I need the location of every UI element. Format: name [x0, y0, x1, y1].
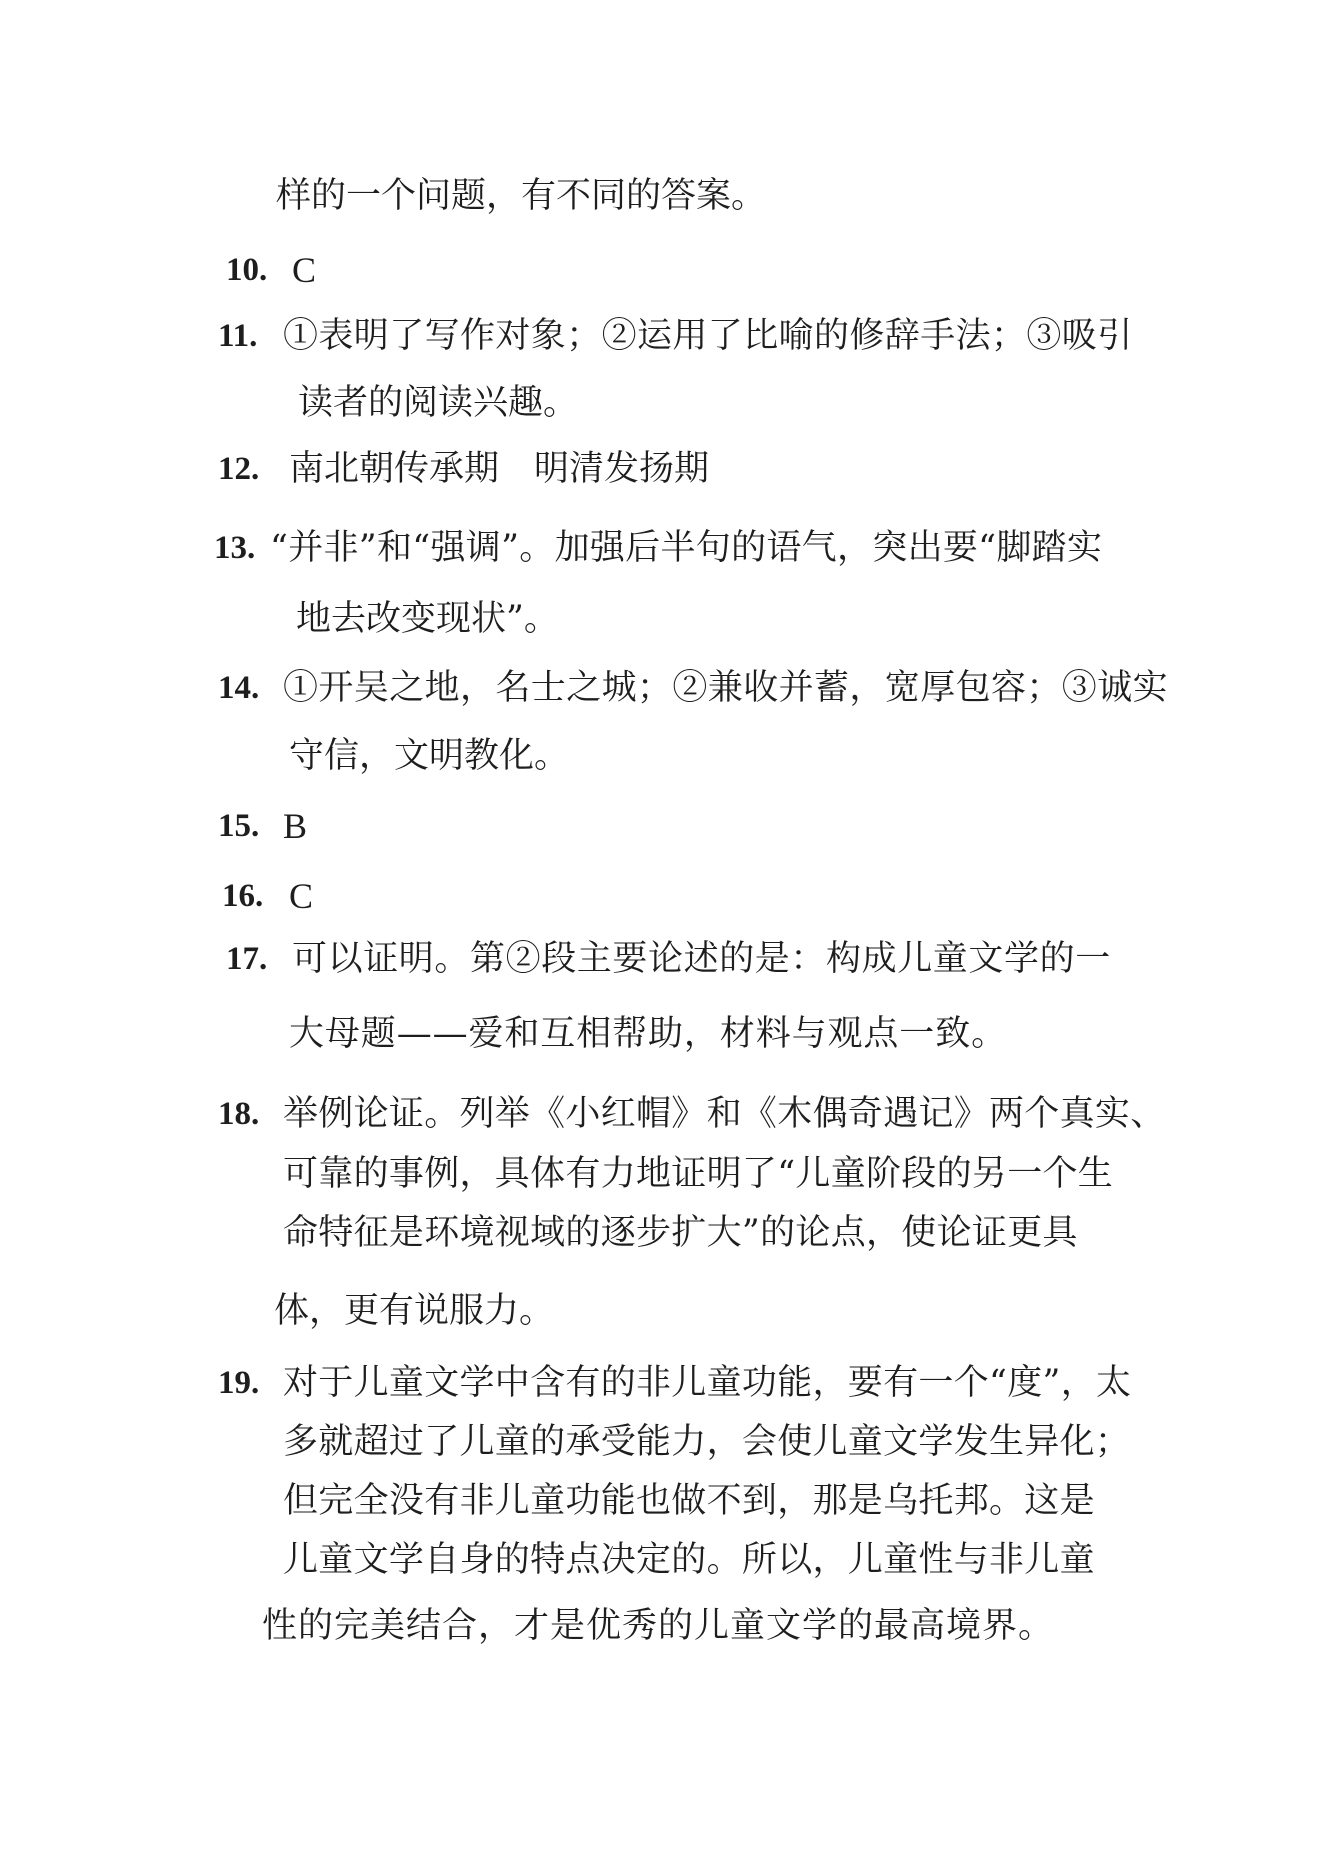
answer-text: C — [292, 250, 317, 290]
item-number: 18. — [218, 1096, 260, 1132]
answer-text: 南北朝传承期 明清发扬期 — [289, 449, 710, 489]
item-number: 10. — [226, 252, 268, 288]
answer-text: 大母题——爱和互相帮助，材料与观点一致。 — [289, 1014, 1008, 1054]
answer-text: 可靠的事例，具体有力地证明了“儿童阶段的另一个生 — [283, 1154, 1114, 1194]
item-number: 16. — [222, 878, 264, 914]
item-number: 12. — [218, 451, 260, 487]
answer-text: B — [283, 806, 308, 846]
continuation-line: 样的一个问题，有不同的答案。 — [276, 176, 767, 216]
answer-text: 命特征是环境视域的逐步扩大”的论点，使论证更具 — [283, 1213, 1078, 1253]
answer-text: 举例论证。列举《小红帽》和《木偶奇遇记》两个真实、 — [283, 1094, 1166, 1134]
answer-text: 守信，文明教化。 — [289, 736, 570, 776]
answer-text: ①开吴之地，名士之城；②兼收并蓄，宽厚包容；③诚实 — [283, 668, 1169, 708]
answer-text: “并非”和“强调”。加强后半句的语气，突出要“脚踏实 — [270, 528, 1103, 568]
item-number: 17. — [226, 941, 268, 977]
answer-text: C — [289, 876, 314, 916]
item-number: 19. — [218, 1365, 260, 1401]
answer-text: 但完全没有非儿童功能也做不到，那是乌托邦。这是 — [283, 1481, 1095, 1521]
item-number: 14. — [218, 670, 260, 706]
item-number: 11. — [218, 318, 258, 354]
answer-text: 读者的阅读兴趣。 — [298, 383, 579, 423]
answer-text: ①表明了写作对象；②运用了比喻的修辞手法；③吸引 — [283, 316, 1133, 356]
answer-text: 体，更有说服力。 — [274, 1291, 555, 1331]
answer-text: 对于儿童文学中含有的非儿童功能，要有一个“度”，太 — [283, 1363, 1132, 1403]
answer-text: 多就超过了儿童的承受能力，会使儿童文学发生异化； — [283, 1422, 1131, 1462]
answer-text: 可以证明。第②段主要论述的是：构成儿童文学的一 — [292, 939, 1111, 979]
answer-text: 儿童文学自身的特点决定的。所以，儿童性与非儿童 — [283, 1540, 1095, 1580]
answer-text: 性的完美结合，才是优秀的儿童文学的最高境界。 — [262, 1606, 1055, 1646]
item-number: 13. — [214, 530, 256, 566]
item-number: 15. — [218, 808, 260, 844]
answer-text: 地去改变现状”。 — [296, 599, 559, 639]
